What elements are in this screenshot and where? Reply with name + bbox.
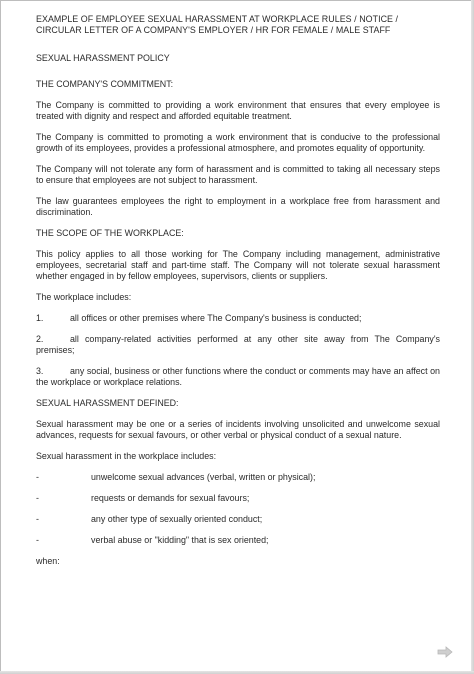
arrow-right-icon[interactable] (437, 646, 453, 658)
workplace-includes-label: The workplace includes: (36, 292, 132, 302)
list-dash: - (36, 493, 39, 503)
commitment-paragraph: The law guarantees employees the right to employment in a workplace free from harassment and discrimination. (36, 196, 440, 217)
list-number: 3. (36, 366, 44, 376)
workplace-list-item (36, 366, 440, 388)
policy-title: SEXUAL HARASSMENT POLICY (36, 53, 170, 63)
list-text: all offices or other premises where The Company's business is conducted; (70, 313, 362, 323)
commitment-paragraph: The Company will not tolerate any form of harassment and is committed to taking all necessary steps to ensure that employees are not subject to harassment. (36, 164, 440, 185)
workplace-list-item (36, 313, 440, 324)
harassment-list-item (36, 472, 440, 483)
scope-heading: THE SCOPE OF THE WORKPLACE: (36, 228, 184, 238)
harassment-includes-label: Sexual harassment in the workplace includes: (36, 451, 217, 461)
document-content (36, 14, 440, 577)
when-label: when: (36, 556, 60, 566)
defined-paragraph: Sexual harassment may be one or a series of incidents involving unsolicited and unwelcome sexual advances, requests for sexual favours, or other verbal or physical conduct of a sexual nature. (36, 419, 440, 440)
commitment-paragraph: The Company is committed to providing a work environment that ensures that every employee is treated with dignity and respect and afforded equitable treatment. (36, 100, 440, 121)
list-text: any other type of sexually oriented conduct; (91, 514, 263, 524)
list-dash: - (36, 472, 39, 482)
list-dash: - (36, 514, 39, 524)
harassment-list-item (36, 535, 440, 546)
list-number: 1. (36, 313, 44, 323)
commitment-paragraph: The Company is committed to promoting a work environment that is conducive to the professional growth of its employees, provides a professional atmosphere, and promotes equality of opportunity. (36, 132, 440, 153)
document-title: EXAMPLE OF EMPLOYEE SEXUAL HARASSMENT AT WORKPLACE RULES / NOTICE / CIRCULAR LETTER OF A COMPANY'S EMPLOYER / HR FOR FEMALE / MALE STAFF (36, 14, 399, 35)
commitment-heading: THE COMPANY'S COMMITMENT: (36, 79, 174, 89)
defined-heading: SEXUAL HARASSMENT DEFINED: (36, 398, 179, 408)
list-text: verbal abuse or "kidding" that is sex oriented; (91, 535, 269, 545)
harassment-list-item (36, 493, 440, 504)
list-number: 2. (36, 334, 44, 344)
harassment-list-item (36, 514, 440, 525)
scope-paragraph: This policy applies to all those working for The Company including management, administrative employees, secretarial staff and part-time staff. The Company will not tolerate sexual harassment whether engaged in by fellow employees, supervisors, clients or suppliers. (36, 249, 440, 281)
list-text: requests or demands for sexual favours; (91, 493, 250, 503)
workplace-list-item (36, 334, 440, 356)
list-text: all company-related activities performed at any other site away from The Company's premises; (36, 334, 440, 355)
arrow-right-shape (438, 647, 452, 657)
list-text: any social, business or other functions where the conduct or comments may have an affect on the workplace or workplace relations. (36, 366, 440, 387)
list-dash: - (36, 535, 39, 545)
list-text: unwelcome sexual advances (verbal, written or physical); (91, 472, 316, 482)
